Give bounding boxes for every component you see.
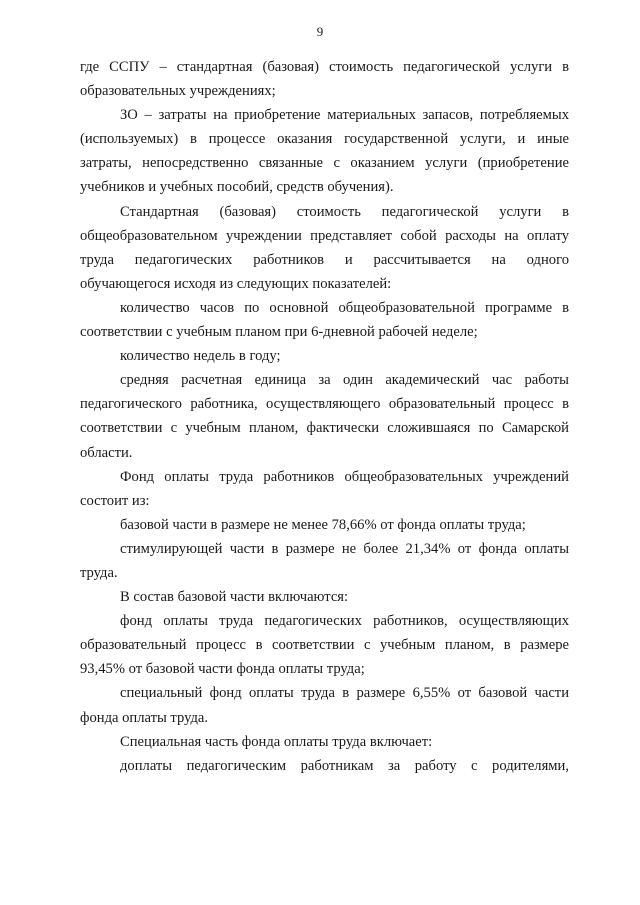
paragraph-line: В состав базовой части включаются: (120, 589, 349, 606)
paragraph (80, 681, 569, 729)
paragraph-line: где ССПУ – стандартная (базовая) стоимость педагогической услуги в (80, 59, 569, 75)
paragraph-line: базовой части в размере не менее 78,66% от фонда оплаты труда; (120, 516, 526, 533)
paragraph-line: педагогического работника, осуществляющего образовательный процесс в (80, 396, 569, 413)
paragraph (80, 200, 569, 296)
paragraph-line: ЗО – затраты на приобретение материальных запасов, потребляемых (120, 107, 569, 124)
paragraph-line: области. (80, 444, 133, 461)
paragraph-line: количество часов по основной общеобразовательной программе в (120, 299, 569, 316)
paragraph-line: соответствии с учебным планом при 6-дневной рабочей неделе; (80, 324, 478, 341)
paragraph-line: образовательный процесс в соответствии с учебным планом, в размере (80, 637, 569, 654)
paragraph-line: 93,45% от базовой части фонда оплаты труда; (80, 661, 365, 678)
paragraph (80, 730, 569, 754)
paragraph-line: фонда оплаты труда. (80, 709, 209, 726)
paragraph-line: соответствии с учебным планом, фактически сложившаяся по Самарской (80, 420, 569, 437)
paragraph (80, 609, 569, 681)
paragraph-line: состоит из: (80, 492, 150, 509)
paragraph (80, 585, 569, 609)
paragraph-line: общеобразовательном учреждении представляет собой расходы на оплату (80, 227, 569, 244)
paragraph-line: Фонд оплаты труда работников общеобразовательных учреждений (120, 468, 569, 485)
paragraph-line: (используемых) в процессе оказания государственной услуги, и иные (80, 131, 569, 148)
paragraph-line: стимулирующей части в размере не более 21,34% от фонда оплаты (120, 540, 569, 557)
paragraph (80, 537, 569, 585)
paragraph-line: Стандартная (базовая) стоимость педагогической услуги в (120, 203, 569, 220)
paragraph (80, 103, 569, 199)
paragraph (80, 513, 569, 537)
paragraph (80, 344, 569, 368)
paragraph-line: средняя расчетная единица за один академический час работы (120, 372, 569, 389)
page-number: 9 (316, 24, 324, 39)
paragraph-line: фонд оплаты труда педагогических работников, осуществляющих (120, 613, 569, 630)
paragraph (80, 465, 569, 513)
paragraph-line: затраты, непосредственно связанные с оказанием услуги (приобретение (80, 155, 569, 172)
paragraph-line: труда. (80, 564, 118, 581)
paragraph (80, 296, 569, 344)
paragraph (80, 55, 569, 103)
paragraph-line: учебников и учебных пособий, средств обучения). (80, 179, 394, 196)
paragraph (80, 754, 569, 778)
paragraph (80, 368, 569, 464)
paragraph-line: обучающегося исходя из следующих показателей: (80, 275, 392, 292)
document-body (80, 55, 569, 778)
paragraph-line: Специальная часть фонда оплаты труда включает: (120, 733, 433, 750)
paragraph-line: доплаты педагогическим работникам за работу с родителями, (120, 757, 569, 774)
paragraph-line: труда педагогических работников и рассчитывается на одного (80, 251, 569, 268)
paragraph-line: количество недель в году; (120, 348, 281, 365)
paragraph-line: образовательных учреждениях; (80, 83, 276, 100)
paragraph-line: специальный фонд оплаты труда в размере 6,55% от базовой части (120, 685, 569, 702)
